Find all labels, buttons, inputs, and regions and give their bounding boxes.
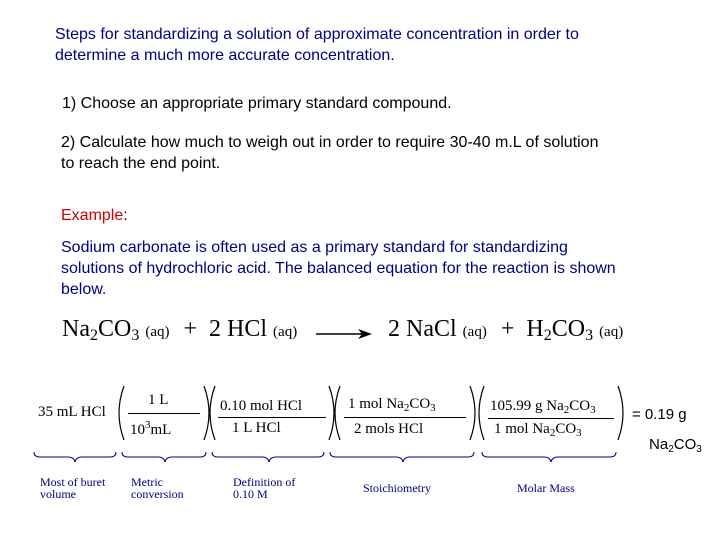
intro-line-1: Steps for standardizing a solution of approximate concentration in order to <box>55 26 579 43</box>
intro-line-2: determine a much more accurate concentration. <box>55 47 395 64</box>
reactant-2: 2 HCl (aq) <box>209 316 298 342</box>
factor-2-numerator: 0.10 mol HCl <box>220 398 303 414</box>
brace-icons <box>34 452 616 462</box>
factor-1-numerator: 1 L <box>148 392 169 408</box>
factor-3-fraction-bar <box>344 417 466 418</box>
example-label: Example <box>61 207 124 224</box>
factor-2-denominator: 1 L HCl <box>232 420 281 436</box>
factor-1-denominator: $10^3mL$ <box>130 419 172 438</box>
start-quantity: 35 mL HCl <box>38 404 106 420</box>
result-unit: $Na_2CO_3$ <box>649 436 702 455</box>
step-2-line-2: to reach the end point. <box>61 155 221 172</box>
annotation-metric: Metric conversion <box>131 475 184 501</box>
factor-1-fraction-bar <box>128 413 200 414</box>
annotation-definition: Definition of 0.10 M <box>233 475 296 501</box>
step-2-line-1: 2) Calculate how much to weigh out in order to require 30-40 m.L of solution <box>61 134 599 151</box>
annotation-stoichiometry: Stoichiometry <box>363 481 431 495</box>
factor-4-fraction-bar <box>488 418 614 419</box>
factor-4-denominator: 1 mol $Na_2CO_3$ <box>494 421 582 439</box>
result-value: = 0.19 g <box>632 406 687 423</box>
plus-sign-2: + <box>500 316 515 342</box>
product-1: 2 NaCl (aq) <box>388 316 487 342</box>
product-2: $H_2CO_3$ (aq) <box>526 316 624 344</box>
example-colon: : <box>123 207 128 224</box>
factor-3-denominator: 2 mols HCl <box>354 421 424 437</box>
annotation-buret: Most of buret volume <box>40 475 106 501</box>
factor-2-fraction-bar <box>218 417 326 418</box>
step-1: 1) Choose an appropriate primary standard compound. <box>62 95 452 112</box>
factor-3-numerator: 1 mol $Na_2CO_3$ <box>348 396 436 414</box>
factor-4-numerator: 105.99 g $Na_2CO_3$ <box>490 398 596 416</box>
example-line-1: Sodium carbonate is often used as a primary standard for standardizing <box>61 239 568 256</box>
example-line-2: solutions of hydrochloric acid. The balanced equation for the reaction is shown <box>61 260 616 277</box>
annotation-molar-mass: Molar Mass <box>517 481 575 495</box>
reactant-1: $Na_2CO_3$ (aq) <box>62 316 170 344</box>
example-line-3: below. <box>61 281 107 298</box>
plus-sign-1: + <box>183 316 198 342</box>
